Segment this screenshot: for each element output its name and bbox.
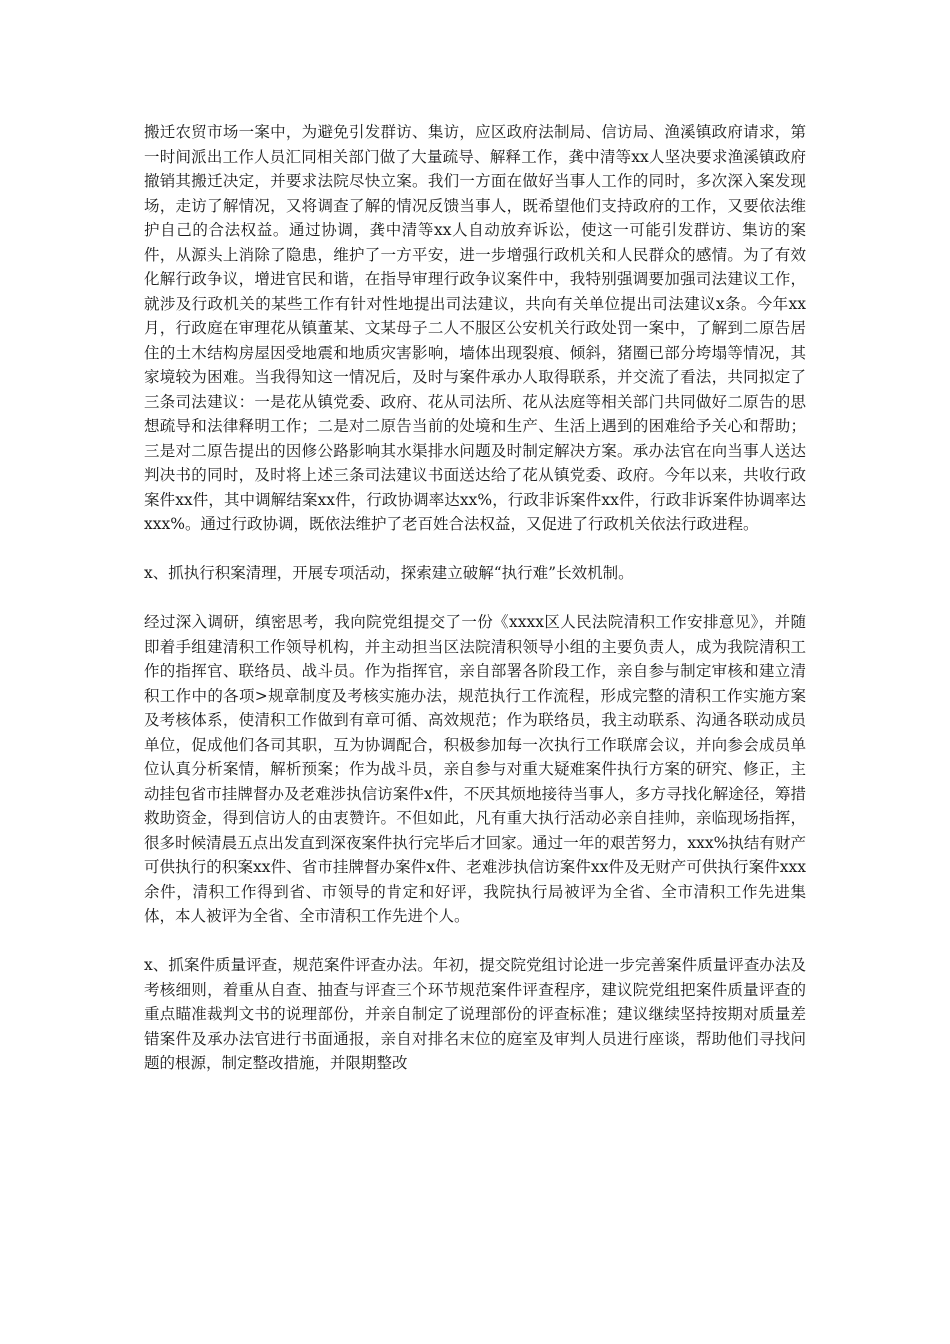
paragraph-heading-execution-backlog: x、抓执行积案清理，开展专项活动，探索建立破解“执行难”长效机制。 <box>144 564 634 582</box>
paragraph-execution-backlog-details: 经过深入调研，缜密思考，我向院党组提交了一份《xxxx区人民法院清积工作安排意见》，并随即着手组建清积工作领导机构，并主动担当区法院清积领导小组的主要负责人，成为我院清积工作的指挥官、联络员、战斗员。作为指挥官，亲自部署各阶段工作，亲自参与制定审核和建立清积工作中的各项>规章制度及考核实施办法，规范执行工作流程，形成完整的清积工作实施方案及考核体系，使清积工作做到有章可循、高效规范；作为联络员，我主动联系、沟通各联动成员单位，促成他们各司其职，互为协调配合，积极参加每一次执行工作联席会议，并向参会成员单位认真分析案情，解析预案；作为战斗员，亲自参与对重大疑难案件执行方案的研究、修正，主动挂包省市挂牌督办及老难涉执信访案件x件，不厌其烦地接待当事人，多方寻找化解途径，筹措救助资金，得到信访人的由衷赞许。不但如此，凡有重大执行活动必亲自挂帅，亲临现场指挥，很多时候清晨五点出发直到深夜案件执行完毕后才回家。通过一年的艰苦努力，xxx%执结有财产可供执行的积案xx件、省市挂牌督办案件x件、老难涉执信访案件xx件及无财产可供执行案件xxx余件，清积工作得到省、市领导的肯定和好评，我院执行局被评为全省、全市清积工作先进集体，本人被评为全省、全市清积工作先进个人。 <box>144 613 806 925</box>
paragraph-administrative-coordination: 搬迁农贸市场一案中，为避免引发群访、集访，应区政府法制局、信访局、渔溪镇政府请求，第一时间派出工作人员汇同相关部门做了大量疏导、解释工作，龚中清等xx人坚决要求渔溪镇政府撤销其搬迁决定，并要求法院尽快立案。我们一方面在做好当事人工作的同时，多次深入案发现场，走访了解情况，又将调查了解的情况反馈当事人，既希望他们支持政府的工作，又要依法维护自己的合法权益。通过协调，龚中清等xx人自动放弃诉讼，使这一可能引发群访、集访的案件，从源头上消除了隐患，维护了一方平安，进一步增强行政机关和人民群众的感情。为了有效化解行政争议，增进官民和谐，在指导审理行政争议案件中，我特别强调要加强司法建议工作，就涉及行政机关的某些工作有针对性地提出司法建议，共向有关单位提出司法建议x条。今年xx月，行政庭在审理花从镇董某、文某母子二人不服区公安机关行政处罚一案中，了解到二原告居住的土木结构房屋因受地震和地质灾害影响，墙体出现裂痕、倾斜，猪圈已部分垮塌等情况，其家境较为困难。当我得知这一情况后，及时与案件承办人取得联系，并交流了看法，共同拟定了三条司法建议：一是花从镇党委、政府、花从司法所、花从法庭等相关部门共同做好二原告的思想疏导和法律释明工作；二是对二原告当前的处境和生产、生活上遇到的困难给予关心和帮助；三是对二原告提出的因修公路影响其水渠排水问题及时制定解决方案。承办法官在向当事人送达判决书的同时，及时将上述三条司法建议书面送达给了花从镇党委、政府。今年以来，共收行政案件xx件，其中调解结案xx件，行政协调率达xx%，行政非诉案件xx件，行政非诉案件协调率达xxx%。通过行政协调，既依法维护了老百姓合法权益，又促进了行政机关依法行政进程。 <box>144 123 806 533</box>
paragraph-case-quality-review: x、抓案件质量评查，规范案件评查办法。年初，提交院党组讨论进一步完善案件质量评查办法及考核细则，着重从自查、抽查与评查三个环节规范案件评查程序，建议院党组把案件质量评查的重点瞄准裁判文书的说理部份，并亲自制定了说理部份的评查标准；建议继续坚持按期对质量差错案件及承办法官进行书面通报，亲自对排名末位的庭室及审判人员进行座谈，帮助他们寻找问题的根源，制定整改措施，并限期整改 <box>144 956 806 1072</box>
document-body <box>144 120 806 1100</box>
